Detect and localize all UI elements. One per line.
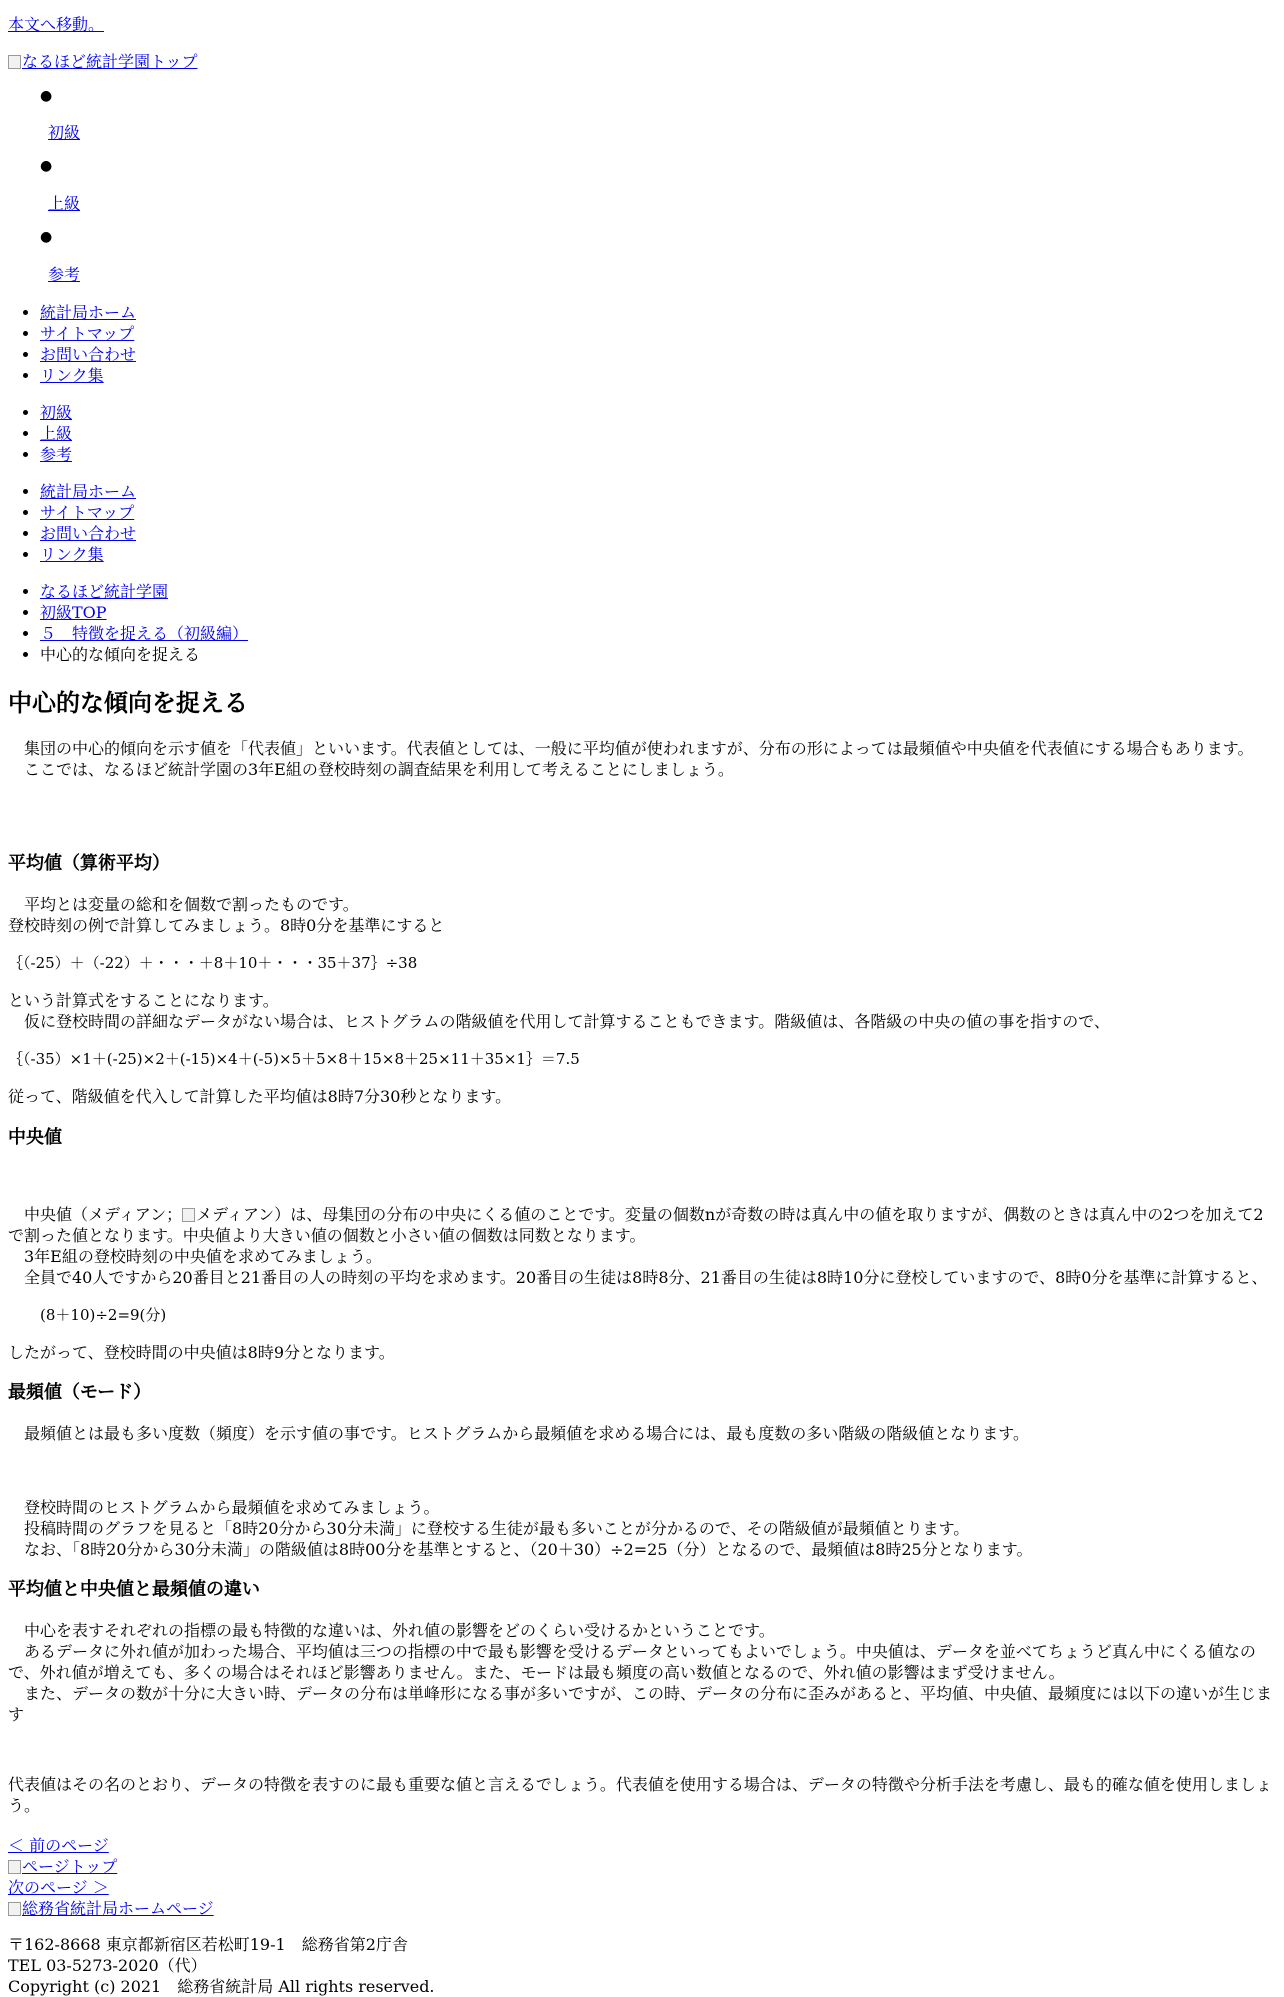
mode-line: 投稿時間のグラフを見ると「8時20分から30分未満」に登校する生徒が最も多いことが分かるので、その階級値が最頻値とります。 — [8, 1519, 970, 1538]
next-page-link[interactable]: 次のページ ＞ — [8, 1878, 109, 1897]
page-top-alt-text: ページトップ — [22, 1857, 118, 1876]
mean-heading: 平均値（算術平均） — [8, 853, 170, 874]
mode-heading: 最頻値（モード） — [8, 1382, 152, 1403]
breadcrumb-item — [40, 581, 700, 602]
median-formula: (8＋10)÷2=9(分) — [40, 1306, 167, 1324]
level-link-beginner[interactable]: 初級 — [40, 403, 73, 422]
median-line: 3年E組の登校時刻の中央値を求めてみましょう。 — [8, 1247, 382, 1266]
mode-line: なお、「8時20分から30分未満」の階級値は8時00分を基準とすると、（20＋30）÷2=25（分）となるので、最頻値は8時25分となります。 — [8, 1540, 1033, 1559]
bullet-icon: ● — [40, 229, 53, 245]
list-item — [40, 302, 700, 323]
level-link-advanced[interactable]: 上級 — [40, 424, 73, 443]
sitemap-link[interactable]: サイトマップ — [40, 324, 135, 343]
broken-image-icon — [182, 1208, 195, 1222]
logo-link[interactable] — [8, 51, 198, 72]
difference-paragraph — [8, 1620, 1276, 1725]
breadcrumb — [0, 581, 700, 665]
list-item — [40, 444, 700, 465]
median-heading: 中央値 — [8, 1127, 62, 1148]
broken-image-icon — [8, 1902, 21, 1916]
mean-formula-2: ｛（-35）×1＋(-25)×2＋(-15)×4＋(-5)×5＋5×8＋15×8＋25×11＋35×1｝＝7.5 — [8, 1050, 580, 1068]
difference-line: また、データの数が十分に大きい時、データの分布は単峰形になる事が多いですが、この時、データの分布に歪みがあると、平均値、中央値、最頻度には以下の違いが生じます — [8, 1684, 1273, 1724]
page-top-link[interactable] — [8, 1856, 117, 1877]
mode-line: 登校時間のヒストグラムから最頻値を求めてみましょう。 — [8, 1498, 440, 1517]
level-link-advanced[interactable]: 上級 — [48, 194, 81, 213]
bullet-icon: ● — [40, 158, 53, 174]
list-item — [40, 344, 700, 365]
mode-paragraph: 最頻値とは最も多い度数（頻度）を示す値の事です。ヒストグラムから最頻値を求める場合には、最も度数の多い階級の階級値となります。 — [8, 1424, 1029, 1443]
mean-line: 登校時刻の例で計算してみましょう。8時0分を基準にすると — [8, 916, 445, 935]
logo-alt-text: なるほど統計学園トップ — [22, 52, 198, 71]
list-item — [40, 523, 700, 544]
median-image-alt: メディアン — [196, 1205, 275, 1224]
broken-image-icon — [8, 55, 21, 69]
contact-link[interactable]: お問い合わせ — [40, 524, 137, 543]
footer-tel: TEL 03-5273-2020（代） — [8, 1956, 207, 1975]
page-title: 中心的な傾向を捉える — [8, 688, 248, 717]
footer-address: 〒162-8668 東京都新宿区若松町19-1 総務省第2庁舎 — [8, 1935, 408, 1954]
difference-line: 中心を表すそれぞれの指標の最も特徴的な違いは、外れ値の影響をどのくらい受けるかということです。 — [8, 1621, 775, 1640]
mean-formula-1: ｛（-25）＋（-22）＋・・・＋8＋10＋・・・35＋37｝÷38 — [8, 954, 418, 972]
level-link-reference[interactable]: 参考 — [48, 265, 81, 284]
breadcrumb-link-chapter[interactable]: ５ 特徴を捉える（初級編） — [40, 624, 249, 643]
intro-paragraph — [8, 738, 1276, 780]
mean-result: 従って、階級値を代入して計算した平均値は8時7分30秒となります。 — [8, 1087, 512, 1106]
conclusion-paragraph: 代表値はその名のとおり、データの特徴を表すのに最も重要な値と言えるでしょう。代表値を使用する場合は、データの特徴や分析手法を考慮し、最も的確な値を使用しましょう。 — [8, 1775, 1272, 1815]
mode-paragraph-2 — [8, 1497, 1276, 1560]
list-item — [40, 481, 700, 502]
stat-bureau-logo-link[interactable] — [8, 1898, 214, 1919]
footer-address-block — [8, 1934, 435, 1997]
list-item — [40, 323, 700, 344]
level-link-beginner[interactable]: 初級 — [48, 123, 81, 142]
mean-line: という計算式をすることになります。 — [8, 991, 279, 1010]
level-nav-compact — [0, 402, 700, 465]
stat-bureau-home-link[interactable]: 統計局ホーム — [40, 482, 137, 501]
skip-to-content-link[interactable]: 本文へ移動。 — [8, 15, 105, 34]
list-item — [40, 402, 700, 423]
site-links-bottom — [0, 481, 700, 565]
stat-bureau-logo-alt-text: 総務省統計局ホームページ — [22, 1899, 214, 1918]
list-item — [40, 423, 700, 444]
links-link[interactable]: リンク集 — [40, 545, 104, 564]
intro-line: ここでは、なるほど統計学園の3年E組の登校時刻の調査結果を利用して考えることにしましょう。 — [8, 760, 734, 779]
mean-line: 平均とは変量の総和を個数で割ったものです。 — [8, 895, 359, 914]
bullet-icon: ● — [40, 88, 53, 104]
median-line-start: 中央値（メディアン； — [8, 1205, 183, 1224]
list-item — [40, 502, 700, 523]
list-item — [40, 365, 700, 386]
median-paragraph — [8, 1204, 1276, 1288]
median-line: 全員で40人ですから20番目と21番目の人の時刻の平均を求めます。20番目の生徒は8時8分、21番目の生徒は8時10分に登校していますので、8時0分を基準に計算すると、 — [8, 1268, 1268, 1287]
difference-line: あるデータに外れ値が加わった場合、平均値は三つの指標の中で最も影響を受けるデータといってもよいでしょう。中央値は、データを並べてちょうど真ん中にくる値なので、外れ値が増えても、多くの場合はそれほど影響ありません。また、モードは最も頻度の高い数値となるので、外れ値の影響はまず受けません。 — [8, 1642, 1256, 1682]
breadcrumb-link-beginner-top[interactable]: 初級TOP — [40, 603, 107, 622]
footer-copyright: Copyright (c) 2021 総務省統計局 All rights reserved. — [8, 1977, 435, 1996]
broken-image-icon — [8, 1860, 21, 1874]
median-line — [8, 1204, 1276, 1246]
breadcrumb-item — [40, 623, 700, 644]
site-links-top — [0, 302, 700, 386]
difference-heading: 平均値と中央値と最頻値の違い — [8, 1579, 260, 1600]
breadcrumb-item — [40, 602, 700, 623]
contact-link[interactable]: お問い合わせ — [40, 345, 137, 364]
median-result: したがって、登校時間の中央値は8時9分となります。 — [8, 1343, 395, 1362]
level-link-reference[interactable]: 参考 — [40, 445, 73, 464]
sitemap-link[interactable]: サイトマップ — [40, 503, 135, 522]
list-item — [40, 544, 700, 565]
intro-line: 集団の中心的傾向を示す値を「代表値」といいます。代表値としては、一般に平均値が使われますが、分布の形によっては最頻値や中央値を代表値にする場合もあります。 — [8, 739, 1254, 758]
median-line-end: ）は、母集団の分布の中央にくる値のことです。変量の個数nが奇数の時は真ん中の値を取りますが、偶数のときは真ん中の2つを加えて2で割った値となります。中央値より大きい値の個数と小さい値の個数は同数となります。 — [8, 1205, 1264, 1245]
mean-paragraph-2 — [8, 990, 1276, 1032]
links-link[interactable]: リンク集 — [40, 366, 104, 385]
breadcrumb-current: • 中心的な傾向を捉える — [40, 644, 700, 665]
mean-line: 仮に登校時間の詳細なデータがない場合は、ヒストグラムの階級値を代用して計算することもできます。階級値は、各階級の中央の値の事を指すので、 — [8, 1012, 1110, 1031]
prev-page-link[interactable]: ＜ 前のページ — [8, 1836, 109, 1855]
breadcrumb-link-home[interactable]: なるほど統計学園 — [40, 582, 169, 601]
mean-paragraph — [8, 894, 1276, 936]
stat-bureau-home-link[interactable]: 統計局ホーム — [40, 303, 137, 322]
